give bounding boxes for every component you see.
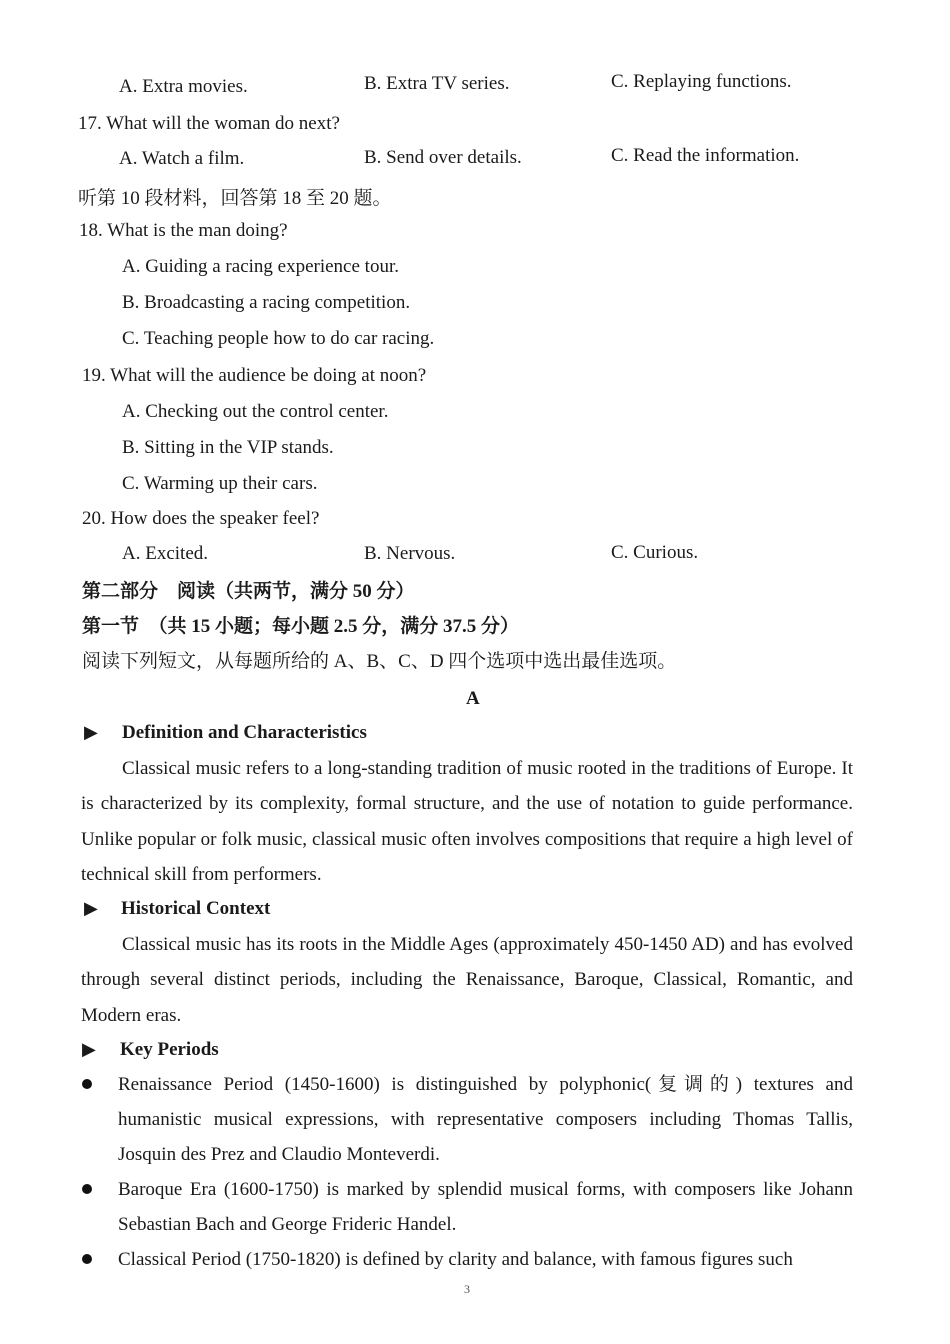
- arrow-bullet-icon: ▶: [82, 1039, 96, 1059]
- q16-option-a: A. Extra movies.: [119, 76, 248, 97]
- q19-stem: 19. What will the audience be doing at noon?: [82, 365, 427, 386]
- bullet-baroque: Baroque Era (1600-1750) is marked by splendid musical forms, with composers like Johann Sebastian Bach and George Frideric Handel.: [118, 1179, 853, 1235]
- bullet-dot-icon: [82, 1184, 92, 1194]
- bullet-renaissance: Renaissance Period (1450-1600) is distinguished by polyphonic(复调的) textures and humanistic musical expressions, with representative composers including Thomas Tallis, Josquin des Prez and Claudio Monteverdi.: [118, 1074, 853, 1165]
- paragraph-historical-context: Classical music has its roots in the Middle Ages (approximately 450-1450 AD) and has evolved through several distinct periods, including the Renaissance, Baroque, Classical, Romantic, and Modern eras.: [81, 934, 853, 1026]
- q17-option-b: B. Send over details.: [364, 147, 522, 168]
- q17-option-a: A. Watch a film.: [119, 148, 245, 169]
- page-number: 3: [464, 1282, 470, 1296]
- q20-option-b: B. Nervous.: [364, 543, 456, 564]
- reading-part-title: 第二部分 阅读（共两节，满分 50 分）: [82, 581, 415, 602]
- q16-option-c: C. Replaying functions.: [611, 71, 792, 92]
- arrow-bullet-icon: ▶: [84, 898, 98, 918]
- q19-option-a: A. Checking out the control center.: [122, 401, 389, 422]
- paragraph-definition: Classical music refers to a long-standing tradition of music rooted in the traditions of Europe. It is characterized by its complexity, formal structure, and the use of notation to guide performance. Unlike popular or folk music, classical music often involves compositions that require a high level of technical skill from performers.: [81, 758, 853, 885]
- arrow-bullet-icon: ▶: [84, 722, 98, 742]
- q19-option-c: C. Warming up their cars.: [122, 473, 318, 494]
- heading-historical-context: Historical Context: [121, 898, 271, 919]
- q17-option-c: C. Read the information.: [611, 145, 800, 166]
- bullet-dot-icon: [82, 1254, 92, 1264]
- reading-section-title: 第一节 （共 15 小题；每小题 2.5 分，满分 37.5 分）: [82, 616, 520, 637]
- bullet-dot-icon: [82, 1079, 92, 1089]
- reading-instruction: 阅读下列短文，从每题所给的 A、B、C、D 四个选项中选出最佳选项。: [82, 651, 677, 672]
- section10-instruction: 听第 10 段材料，回答第 18 至 20 题。: [78, 188, 392, 209]
- q20-option-c: C. Curious.: [611, 542, 699, 563]
- q18-option-a: A. Guiding a racing experience tour.: [122, 256, 399, 277]
- q18-option-b: B. Broadcasting a racing competition.: [122, 292, 411, 313]
- q18-option-c: C. Teaching people how to do car racing.: [122, 328, 435, 349]
- q18-stem: 18. What is the man doing?: [79, 220, 288, 241]
- heading-definition: Definition and Characteristics: [122, 722, 367, 743]
- q16-option-b: B. Extra TV series.: [364, 73, 510, 94]
- q20-stem: 20. How does the speaker feel?: [82, 508, 320, 529]
- heading-key-periods: Key Periods: [120, 1039, 219, 1060]
- passage-label: A: [466, 688, 480, 709]
- q19-option-b: B. Sitting in the VIP stands.: [122, 437, 334, 458]
- bullet-classical: Classical Period (1750-1820) is defined by clarity and balance, with famous figures such: [118, 1249, 793, 1270]
- q17-stem: 17. What will the woman do next?: [78, 113, 340, 134]
- q20-option-a: A. Excited.: [122, 543, 209, 564]
